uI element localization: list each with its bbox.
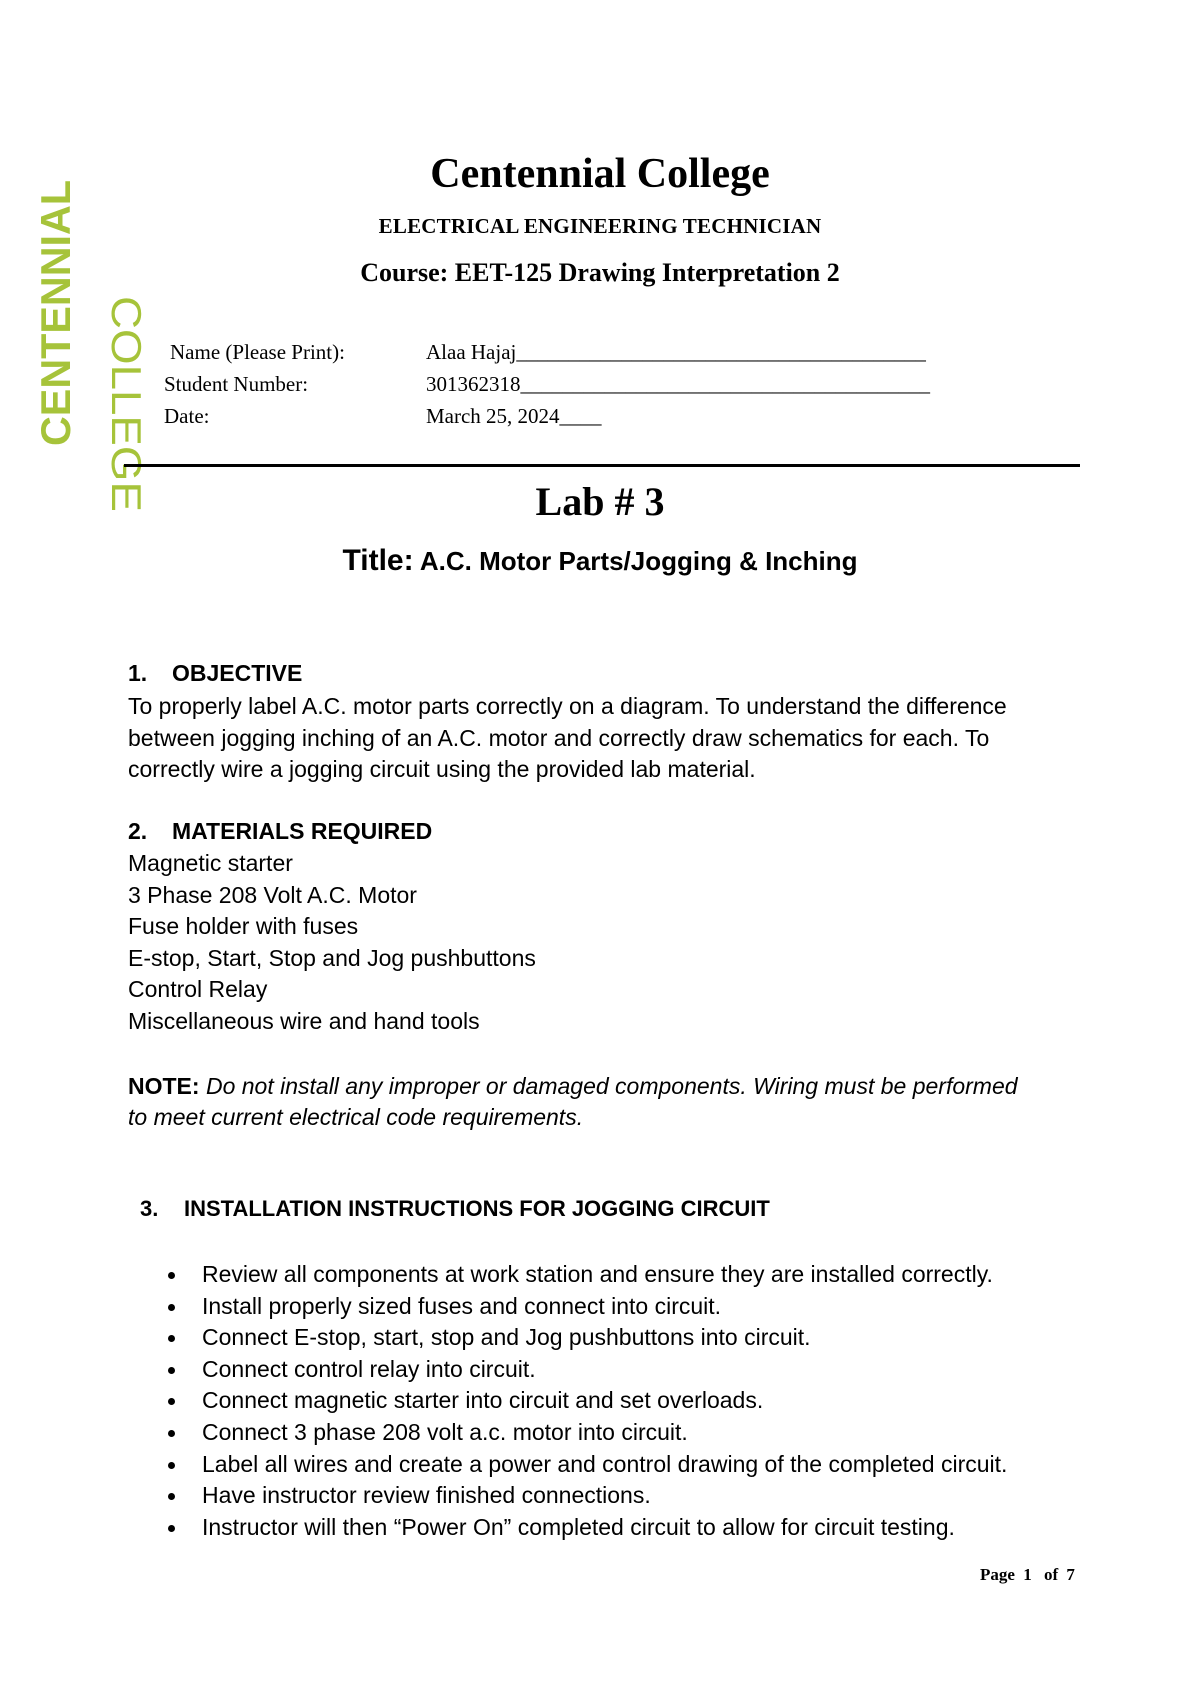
objective-number: 1. xyxy=(128,660,148,686)
bullet-icon xyxy=(168,1304,175,1311)
installation-heading xyxy=(140,1196,770,1222)
list-item xyxy=(160,1385,1007,1417)
note-text: Do not install any improper or damaged components. Wiring must be performed to meet current electrical code requirements. xyxy=(128,1073,1018,1130)
student-number-label: Student Number: xyxy=(164,372,309,396)
college-name: Centennial College xyxy=(430,151,770,197)
list-item-text: Have instructor review finished connections. xyxy=(202,1482,651,1509)
lab-title-label: Title: xyxy=(342,544,414,577)
student-name-label: Name (Please Print): xyxy=(170,340,345,364)
student-number-value: 301362318_______________________________________ xyxy=(426,372,930,396)
date-value: March 25, 2024____ xyxy=(426,404,602,428)
bullet-icon xyxy=(168,1398,175,1405)
list-item-text: Connect 3 phase 208 volt a.c. motor into circuit. xyxy=(202,1418,688,1445)
logo-text-centennial: CENTENNIAL xyxy=(32,175,79,446)
list-item xyxy=(160,1480,1007,1512)
list-item: Fuse holder with fuses xyxy=(128,913,359,940)
page-of: of xyxy=(1043,1565,1059,1584)
student-name-value: Alaa Hajaj_______________________________________ xyxy=(426,340,926,364)
list-item: Control Relay xyxy=(128,976,268,1003)
page-current: 1 xyxy=(1023,1565,1032,1584)
list-item xyxy=(160,1512,1007,1544)
installation-number: 3. xyxy=(140,1196,159,1221)
list-item-text: Instructor will then “Power On” completed circuit to allow for circuit testing. xyxy=(202,1513,955,1540)
installation-steps xyxy=(160,1259,1007,1543)
note-label: NOTE: xyxy=(128,1073,200,1099)
list-item-text: Label all wires and create a power and control drawing of the completed circuit. xyxy=(202,1450,1008,1477)
lab-number: Lab # 3 xyxy=(535,479,665,524)
materials-heading xyxy=(128,818,432,845)
materials-list xyxy=(128,848,536,1038)
list-item: E-stop, Start, Stop and Jog pushbuttons xyxy=(128,944,536,971)
list-item: Miscellaneous wire and hand tools xyxy=(128,1007,480,1034)
list-item: Magnetic starter xyxy=(128,850,293,876)
bullet-icon xyxy=(168,1525,175,1532)
list-item-text: Review all components at work station and ensure they are installed correctly. xyxy=(202,1261,993,1287)
list-item-text: Install properly sized fuses and connect into circuit. xyxy=(202,1292,722,1319)
objective-heading xyxy=(128,660,302,687)
list-item xyxy=(160,1259,1007,1291)
safety-note xyxy=(128,1071,1028,1133)
materials-heading-text: MATERIALS REQUIRED xyxy=(172,818,433,844)
list-item xyxy=(160,1354,1007,1386)
list-item xyxy=(160,1449,1007,1481)
objective-heading-text: OBJECTIVE xyxy=(172,660,303,686)
list-item-text: Connect E-stop, start, stop and Jog pushbuttons into circuit. xyxy=(202,1324,811,1351)
bullet-icon xyxy=(168,1493,175,1500)
list-item-text: Connect control relay into circuit. xyxy=(202,1355,536,1382)
list-item-text: Connect magnetic starter into circuit and set overloads. xyxy=(202,1387,764,1414)
lab-title xyxy=(0,544,1200,578)
objective-text: To properly label A.C. motor parts correctly on a diagram. To understand the difference between jogging inching of an A.C. motor and correctly draw schematics for each. To correctly wire a jogging circuit using the provided lab material. xyxy=(128,693,1007,782)
bullet-icon xyxy=(168,1335,175,1342)
bullet-icon xyxy=(168,1272,175,1279)
header-divider xyxy=(124,464,1080,467)
logo-text-college: COLLEGE xyxy=(103,296,150,495)
list-item: 3 Phase 208 Volt A.C. Motor xyxy=(128,881,417,908)
program-name: ELECTRICAL ENGINEERING TECHNICIAN xyxy=(378,214,822,238)
installation-heading-text: INSTALLATION INSTRUCTIONS FOR JOGGING CIRCUIT xyxy=(184,1196,770,1221)
list-item xyxy=(160,1417,1007,1449)
bullet-icon xyxy=(168,1462,175,1469)
list-item xyxy=(160,1291,1007,1323)
bullet-icon xyxy=(168,1430,175,1437)
page-total: 7 xyxy=(1066,1565,1075,1584)
lab-title-text: A.C. Motor Parts/Jogging & Inching xyxy=(413,546,858,576)
date-label: Date: xyxy=(164,404,210,428)
course-title: Course: EET-125 Drawing Interpretation 2 xyxy=(360,258,840,287)
bullet-icon xyxy=(168,1367,175,1374)
materials-number: 2. xyxy=(128,818,148,844)
page-number xyxy=(980,1565,1075,1585)
list-item xyxy=(160,1322,1007,1354)
page-label: Page xyxy=(980,1565,1015,1584)
